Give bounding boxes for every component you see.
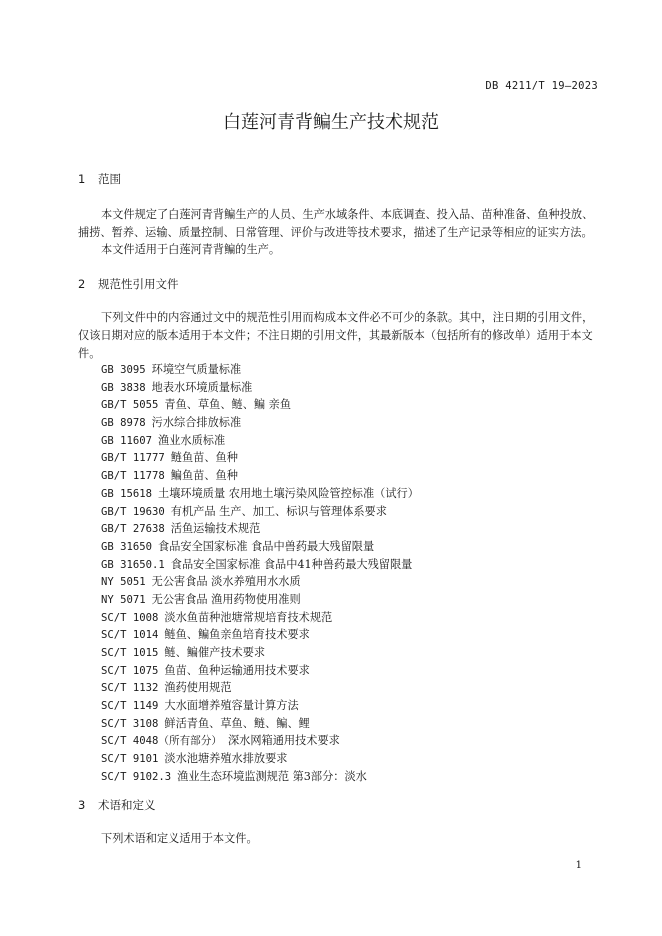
reference-code: GB 15618 [101, 487, 153, 500]
section-3-heading [78, 797, 156, 813]
reference-title: 环境空气质量标准 [151, 363, 242, 376]
document-title: 白莲河青背鳊生产技术规范 [223, 112, 439, 133]
standard-code: DB 4211/T 19—2023 [485, 80, 598, 92]
reference-item [101, 662, 419, 680]
reference-code: SC/T 1015 [101, 647, 159, 659]
reference-item [101, 573, 419, 591]
reference-title: 渔药使用规范 [164, 681, 232, 695]
reference-item [101, 715, 419, 733]
reference-code: GB/T 11777 [101, 452, 165, 465]
reference-title: 淡水鱼苗种池塘常规培育技术规范 [164, 610, 333, 624]
reference-item [101, 467, 419, 485]
section-title: 范围 [98, 172, 121, 186]
reference-title: 食品安全国家标准 食品中41种兽药最大残留限量 [170, 557, 413, 571]
section-2-paragraph: 下列文件中的内容通过文中的规范性引用而构成本文件必不可少的条款。其中，注日期的引用文件，仅该日期对应的版本适用于本文件；不注日期的引用文件，其最新版本（包括所有的修改单）适用于本文件。 [78, 311, 594, 360]
reference-item [101, 503, 419, 521]
reference-title: 鲢鱼苗、鱼种 [170, 451, 238, 465]
reference-code: GB 3095 [101, 364, 146, 376]
section-1-paragraph-1: 本文件规定了白莲河青背鳊生产的人员、生产水域条件、本底调查、投入品、苗种准备、鱼种投放、捕捞、暂养、运输、质量控制、日常管理、评价与改进等技术要求，描述了生产记录等相应的证实方法。 [78, 208, 594, 239]
reference-item [101, 609, 419, 627]
reference-code: GB/T 19630 [101, 505, 165, 518]
reference-item [101, 396, 419, 414]
reference-code: SC/T 1008 [101, 611, 159, 624]
reference-code: GB 8978 [101, 417, 146, 430]
reference-code: SC/T 4048（所有部分） [101, 735, 222, 748]
reference-code: NY 5051 [101, 576, 146, 589]
reference-title: 食品安全国家标准 食品中兽药最大残留限量 [158, 539, 375, 553]
reference-code: GB/T 5055 [101, 399, 159, 412]
reference-item [101, 449, 419, 467]
reference-code: SC/T 1149 [101, 700, 159, 713]
reference-title: 淡水池塘养殖水排放要求 [164, 752, 288, 766]
reference-code: GB 3838 [101, 381, 146, 394]
section-title: 规范性引用文件 [98, 277, 179, 291]
reference-title: 无公害食品 渔用药物使用准则 [151, 592, 301, 606]
reference-code: NY 5071 [101, 593, 146, 606]
reference-title: 土壤环境质量 农用地土壤污染风险管控标准（试行） [158, 486, 419, 500]
reference-title: 深水网箱通用技术要求 [227, 734, 340, 748]
reference-item [101, 520, 419, 538]
reference-code: GB 31650.1 [101, 558, 165, 571]
reference-item [101, 485, 419, 503]
section-number: 3 [78, 798, 86, 812]
reference-title: 鱼苗、鱼种运输通用技术要求 [164, 663, 310, 677]
reference-title: 鲢、鳊催产技术要求 [164, 646, 266, 659]
reference-title: 青鱼、草鱼、鲢、鳊 亲鱼 [164, 398, 292, 412]
page-number: 1 [575, 860, 582, 871]
reference-title: 鳊鱼苗、鱼种 [170, 469, 238, 483]
reference-code: GB/T 11778 [101, 470, 165, 483]
reference-item [101, 750, 419, 768]
reference-code: SC/T 9102.3 [101, 770, 172, 783]
section-1-heading [78, 171, 121, 187]
section-2-heading [78, 276, 179, 292]
normative-reference-list [101, 361, 419, 786]
reference-item [101, 432, 419, 450]
reference-item [101, 379, 419, 397]
reference-code: GB/T 27638 [101, 523, 165, 536]
reference-title: 大水面增养殖容量计算方法 [164, 699, 299, 713]
reference-code: SC/T 1075 [101, 664, 159, 677]
reference-title: 有机产品 生产、加工、标识与管理体系要求 [170, 504, 387, 518]
reference-item [101, 414, 419, 432]
section-title: 术语和定义 [98, 798, 156, 812]
reference-item [101, 732, 419, 750]
reference-item [101, 768, 419, 786]
reference-item [101, 626, 419, 644]
reference-item [101, 697, 419, 715]
reference-item [101, 556, 419, 574]
reference-item [101, 644, 419, 662]
section-1-paragraph-2: 本文件适用于白莲河青背鳊的生产。 [101, 243, 281, 256]
reference-code: GB 11607 [101, 434, 153, 447]
reference-code: SC/T 3108 [101, 717, 159, 730]
reference-title: 渔业生态环境监测规范 第3部分：淡水 [177, 769, 367, 783]
reference-title: 污水综合排放标准 [151, 416, 242, 430]
section-3-paragraph: 下列术语和定义适用于本文件。 [101, 832, 258, 845]
reference-title: 无公害食品 淡水养殖用水水质 [151, 575, 301, 589]
section-number: 1 [78, 172, 86, 186]
reference-code: SC/T 1132 [101, 682, 159, 695]
reference-code: SC/T 9101 [101, 753, 159, 766]
reference-title: 渔业水质标准 [158, 433, 226, 447]
reference-code: SC/T 1014 [101, 629, 159, 642]
reference-title: 鲜活青鱼、草鱼、鲢、鳊、鲤 [164, 716, 310, 730]
reference-item [101, 538, 419, 556]
reference-title: 地表水环境质量标准 [151, 380, 253, 394]
reference-code: GB 31650 [101, 540, 153, 553]
reference-title: 活鱼运输技术规范 [170, 522, 261, 536]
reference-item [101, 591, 419, 609]
reference-item [101, 361, 419, 379]
reference-title: 鲢鱼、鳊鱼亲鱼培育技术要求 [164, 628, 310, 642]
section-number: 2 [78, 277, 86, 291]
reference-item [101, 679, 419, 697]
